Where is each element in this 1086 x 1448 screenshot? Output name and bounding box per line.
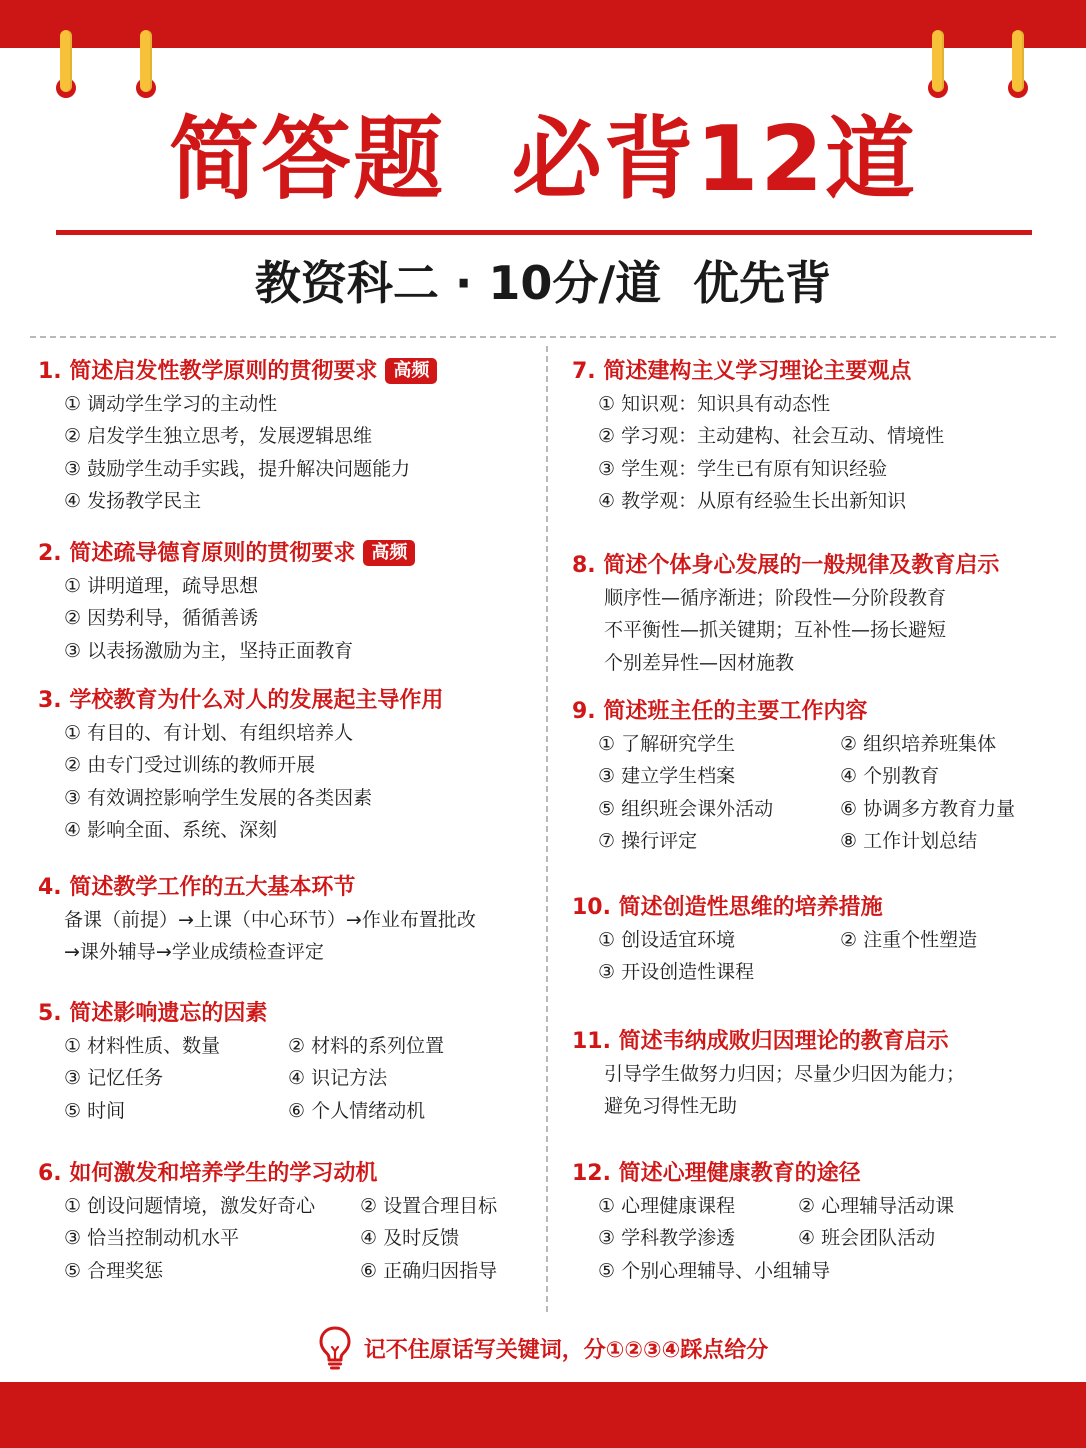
list-item: ② 由专门受过训练的教师开展 (64, 754, 316, 777)
list-item: ③ 开设创造性课程 (598, 961, 755, 984)
section-items (598, 1190, 1038, 1255)
binder-pin-left-2 (140, 30, 152, 92)
list-item: ① 讲明道理，疏导思想 (64, 575, 259, 597)
section-8 (572, 550, 999, 679)
list-item: ⑤ 组织班会课外活动 (598, 797, 774, 820)
binder-pin-left-1 (60, 30, 72, 92)
text-line: →课外辅导→学业成绩检查评定 (64, 941, 324, 964)
section-items (604, 1058, 965, 1123)
list-item: ① 心理健康课程 (598, 1195, 736, 1217)
list-item: ⑥ 协调多方教育力量 (840, 797, 1016, 820)
list-item: ② 启发学生独立思考，发展逻辑思维 (64, 425, 373, 448)
list-item: ① 材料性质、数量 (64, 1035, 221, 1057)
section-items (598, 924, 1050, 989)
list-item: ④ 个别教育 (840, 765, 940, 788)
list-item: ① 调动学生学习的主动性 (64, 393, 278, 415)
page-subtitle: 教资科二 · 10分/道 优先背 (254, 256, 832, 310)
header-divider (30, 336, 1056, 338)
section-items (64, 570, 415, 667)
column-divider (546, 346, 548, 1312)
section-title: 3. 学校教育为什么对人的发展起主导作用 (38, 688, 444, 713)
section-1 (38, 356, 437, 518)
list-item: ⑤ 时间 (64, 1099, 126, 1122)
title-underline (56, 230, 1032, 235)
section-title: 2. 简述疏导德育原则的贯彻要求 高频 (38, 538, 415, 570)
list-item: ③ 恰当控制动机水平 (64, 1227, 240, 1250)
list-item: ① 创设适宜环境 (598, 929, 736, 951)
list-item: ③ 建立学生档案 (598, 765, 736, 788)
list-item: ① 创设问题情境，激发好奇心 (64, 1195, 316, 1217)
section-items (64, 904, 476, 969)
list-item: ⑦ 操行评定 (598, 830, 698, 853)
section-title: 1. 简述启发性教学原则的贯彻要求 高频 (38, 356, 437, 388)
list-item: ⑥ 个人情绪动机 (288, 1099, 426, 1122)
list-item: ④ 识记方法 (288, 1067, 388, 1090)
list-item: ④ 影响全面、系统、深刻 (64, 819, 278, 842)
list-item: ⑤ 合理奖惩 (64, 1259, 164, 1282)
section-items (64, 388, 437, 518)
list-item: ① 有目的、有计划、有组织培养人 (64, 722, 354, 744)
list-item: ⑤ 个别心理辅导、小组辅导 (598, 1259, 831, 1282)
text-line: 避免习得性无助 (604, 1095, 738, 1118)
section-5 (38, 998, 518, 1127)
section-title: 10. 简述创造性思维的培养措施 (572, 895, 883, 920)
text-line: 备课（前提）→上课（中心环节）→作业布置批改 (64, 909, 476, 931)
footer-tip (0, 1322, 1086, 1374)
section-10 (572, 892, 1050, 989)
lightbulb-icon (318, 1325, 352, 1371)
tip-text: 记不住原话写关键词，分①②③④踩点给分 (363, 1337, 769, 1363)
list-item: ③ 有效调控影响学生发展的各类因素 (64, 786, 373, 809)
section-title: 9. 简述班主任的主要工作内容 (572, 699, 868, 724)
list-item: ③ 鼓励学生动手实践，提升解决问题能力 (64, 457, 411, 480)
section-title: 11. 简述韦纳成败归因理论的教育启示 (572, 1029, 949, 1054)
section-4 (38, 872, 476, 969)
section-title: 5. 简述影响遗忘的因素 (38, 1001, 268, 1026)
list-item: ② 设置合理目标 (360, 1195, 498, 1217)
list-item: ① 知识观：知识具有动态性 (598, 393, 831, 415)
binder-pin-right-2 (1012, 30, 1024, 92)
list-item: ④ 教学观：从原有经验生长出新知识 (598, 490, 907, 513)
section-items (598, 728, 1050, 858)
list-item: ④ 及时反馈 (360, 1227, 460, 1250)
list-item: ② 学习观：主动建构、社会互动、情境性 (598, 425, 945, 448)
section-3 (38, 685, 443, 847)
bottom-red-band (0, 1382, 1086, 1448)
section-6 (38, 1158, 540, 1287)
text-line: 引导学生做努力归因；尽量少归因为能力； (604, 1063, 966, 1085)
list-item: ④ 发扬教学民主 (64, 490, 202, 513)
list-item: ③ 以表扬激励为主，坚持正面教育 (64, 639, 354, 662)
section-2 (38, 538, 415, 667)
text-line: 个别差异性—因材施教 (604, 651, 795, 674)
list-item: ③ 学生观：学生已有原有知识经验 (598, 457, 888, 480)
section-items (604, 582, 999, 679)
list-item: ② 心理辅导活动课 (798, 1195, 955, 1217)
section-9 (572, 696, 1050, 858)
high-frequency-badge: 高频 (385, 358, 437, 384)
list-item: ② 材料的系列位置 (288, 1035, 445, 1057)
section-title: 6. 如何激发和培养学生的学习动机 (38, 1161, 378, 1186)
list-item: ③ 学科教学渗透 (598, 1227, 736, 1250)
section-items-extra (598, 1255, 1038, 1287)
section-items (64, 1190, 540, 1287)
section-title: 7. 简述建构主义学习理论主要观点 (572, 359, 912, 384)
list-item: ② 注重个性塑造 (840, 929, 978, 951)
section-title: 8. 简述个体身心发展的一般规律及教育启示 (572, 553, 1000, 578)
list-item: ② 因势利导，循循善诱 (64, 607, 259, 630)
section-title: 12. 简述心理健康教育的途径 (572, 1161, 861, 1186)
text-line: 顺序性—循序渐进；阶段性—分阶段教育 (604, 587, 947, 609)
section-items (64, 717, 443, 847)
binder-pin-right-1 (932, 30, 944, 92)
section-title: 4. 简述教学工作的五大基本环节 (38, 875, 356, 900)
list-item: ⑥ 正确归因指导 (360, 1259, 498, 1282)
section-12 (572, 1158, 1038, 1287)
top-red-band (0, 0, 1086, 48)
page-title: 简答题 必背12道 (169, 107, 917, 212)
section-items (64, 1030, 518, 1127)
list-item: ⑧ 工作计划总结 (840, 830, 978, 853)
high-frequency-badge: 高频 (363, 540, 415, 566)
list-item: ① 了解研究学生 (598, 733, 736, 755)
list-item: ③ 记忆任务 (64, 1067, 164, 1090)
text-line: 不平衡性—抓关键期；互补性—扬长避短 (604, 619, 947, 642)
section-7 (572, 356, 944, 518)
list-item: ② 组织培养班集体 (840, 733, 997, 755)
section-11 (572, 1026, 965, 1123)
list-item: ④ 班会团队活动 (798, 1227, 936, 1250)
section-items (598, 388, 944, 518)
